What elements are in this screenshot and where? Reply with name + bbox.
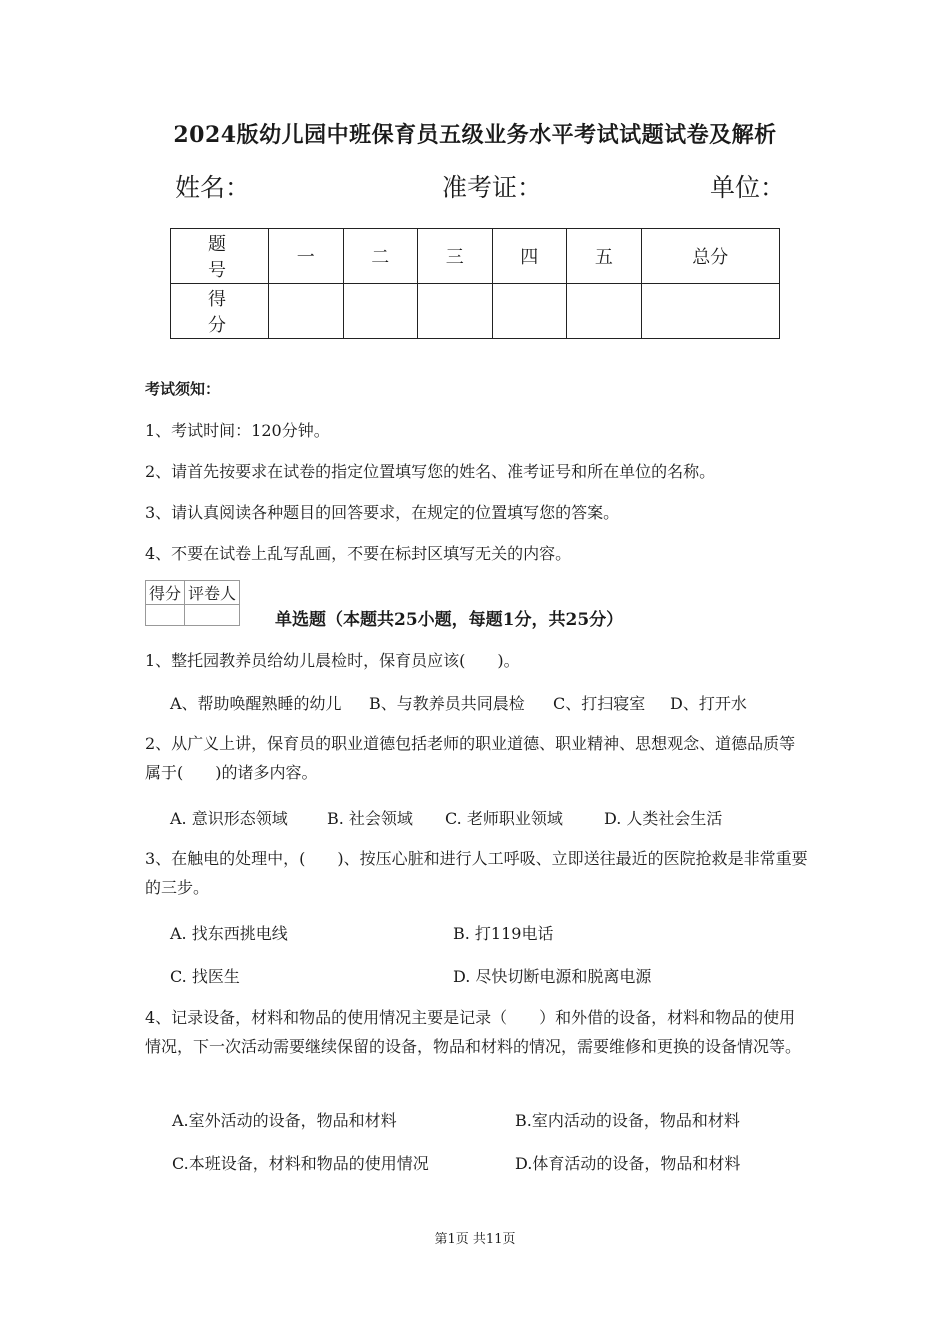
question-2-option-a: A. 意识形态领域 xyxy=(170,809,288,828)
question-1-text: 1、整托园教养员给幼儿晨检时，保育员应该( )。 xyxy=(145,651,520,670)
grader-name-cell xyxy=(185,605,240,626)
grader-table xyxy=(145,580,240,626)
question-1-option-b: B、与教养员共同晨检 xyxy=(369,694,525,713)
section-title: 单选题（本题共25小题，每题1分，共25分） xyxy=(275,610,624,630)
question-4-option-a: A.室外活动的设备，物品和材料 xyxy=(172,1111,397,1130)
question-3-option-a: A. 找东西挑电线 xyxy=(170,924,288,943)
score-row-label: 得 分 xyxy=(171,284,269,339)
question-3-text: 3、在触电的处理中，( )、按压心脏和进行人工呼吸、立即送往最近的医院抢救是非常重要的三步。 xyxy=(145,849,808,897)
score-table xyxy=(170,228,780,339)
score-table-score-row xyxy=(171,284,780,339)
grader-score-cell xyxy=(146,605,185,626)
document-title: 2024版幼儿园中班保育员五级业务水平考试试题试卷及解析 xyxy=(173,122,777,148)
question-1-option-a: A、帮助唤醒熟睡的幼儿 xyxy=(170,694,342,713)
grader-score-label: 得分 xyxy=(146,581,185,605)
question-2-option-b: B. 社会领域 xyxy=(327,809,413,828)
question-4-option-d: D.体育活动的设备，物品和材料 xyxy=(515,1154,741,1173)
exam-id-label: 准考证： xyxy=(442,173,543,202)
notice-title: 考试须知： xyxy=(145,380,221,398)
question-3-option-d: D. 尽快切断电源和脱离电源 xyxy=(453,967,652,986)
score-table-header-row xyxy=(171,229,780,284)
name-label: 姓名： xyxy=(175,173,251,202)
score-cell xyxy=(492,284,567,339)
score-header-cell: 一 xyxy=(269,229,344,284)
score-header-cell: 二 xyxy=(343,229,418,284)
score-header-cell: 总分 xyxy=(641,229,779,284)
score-header-label: 题 号 xyxy=(171,229,269,284)
notice-item: 1、考试时间：120分钟。 xyxy=(145,421,330,440)
score-cell xyxy=(641,284,779,339)
question-2-text: 2、从广义上讲，保育员的职业道德包括老师的职业道德、职业精神、思想观念、道德品质等属于( )的诸多内容。 xyxy=(145,734,796,782)
page-footer: 第1页 共11页 xyxy=(434,1232,516,1247)
question-4-option-b: B.室内活动的设备，物品和材料 xyxy=(515,1111,740,1130)
notice-item: 4、不要在试卷上乱写乱画，不要在标封区填写无关的内容。 xyxy=(145,544,572,563)
score-cell xyxy=(418,284,493,339)
question-1-option-c: C、打扫寝室 xyxy=(553,694,646,713)
question-1-option-d: D、打开水 xyxy=(670,694,747,713)
question-2-option-d: D. 人类社会生活 xyxy=(604,809,723,828)
score-cell xyxy=(269,284,344,339)
question-3-option-c: C. 找医生 xyxy=(170,967,240,986)
grader-name-label: 评卷人 xyxy=(185,581,240,605)
score-header-cell: 三 xyxy=(418,229,493,284)
question-2-option-c: C. 老师职业领域 xyxy=(445,809,563,828)
question-4-option-c: C.本班设备，材料和物品的使用情况 xyxy=(172,1154,429,1173)
score-header-cell: 四 xyxy=(492,229,567,284)
question-3-option-b: B. 打119电话 xyxy=(453,924,554,943)
notice-item: 2、请首先按要求在试卷的指定位置填写您的姓名、准考证号和所在单位的名称。 xyxy=(145,462,716,481)
score-cell xyxy=(343,284,418,339)
score-cell xyxy=(567,284,642,339)
notice-item: 3、请认真阅读各种题目的回答要求，在规定的位置填写您的答案。 xyxy=(145,503,620,522)
score-header-cell: 五 xyxy=(567,229,642,284)
unit-label: 单位： xyxy=(710,173,786,202)
question-4-text: 4、记录设备，材料和物品的使用情况主要是记录（ ）和外借的设备，材料和物品的使用情况，下一次活动需要继续保留的设备，物品和材料的情况，需要维修和更换的设备情况等。 xyxy=(145,1008,802,1056)
